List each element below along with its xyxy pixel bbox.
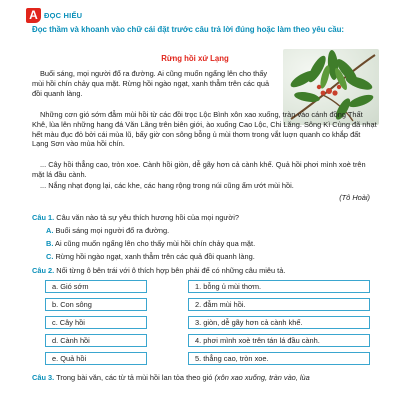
option-letter: A. (46, 226, 54, 235)
question-1-option-a[interactable] (46, 226, 169, 236)
question-1 (32, 213, 239, 223)
question-1-number: Câu 1. (32, 213, 55, 222)
passage-paragraph-4: ... Nắng nhạt đọng lại, các khe, các hang rộng trong núi cũng ẩm ướt mùi hồi. (40, 181, 294, 190)
passage-paragraph-3: ... Cây hồi thẳng cao, tròn xoe. Cành hồi giòn, dễ gãy hơn cả cành khế. Quả hồi phơi mình xoè trên mặt lá đầu cành. (32, 160, 366, 179)
match-right-box[interactable]: 1. bỗng ủ mùi thơm. (188, 280, 370, 293)
passage-paragraph-1: Buổi sáng, mọi người đổ ra đường. Ai cũng muốn ngẩng lên cho thấy mùi hồi chín chảy qua mặt. Rừng hồi ngào ngạt, xanh thẫm trên các quả đồi quanh làng. (32, 69, 270, 98)
question-1-option-c[interactable] (46, 252, 255, 262)
question-2 (32, 266, 285, 276)
section-header (26, 8, 83, 23)
option-text: Ai cũng muốn ngẩng lên cho thấy mùi hồi chín chảy qua mặt. (53, 239, 256, 248)
match-right-box[interactable]: 5. thẳng cao, tròn xoe. (188, 352, 370, 365)
question-1-text: Câu văn nào tả sự yêu thích hương hồi của mọi người? (54, 213, 239, 222)
match-right-box[interactable]: 4. phơi mình xoè trên tán lá đầu cành. (188, 334, 370, 347)
question-3 (32, 373, 310, 383)
question-3-text: Trong bài văn, các từ tả mùi hồi lan tỏa theo gió (54, 373, 215, 382)
question-1-option-b[interactable] (46, 239, 255, 249)
option-letter: B. (46, 239, 54, 248)
match-right-box[interactable]: 3. giòn, dễ gãy hơn cả cành khế. (188, 316, 370, 329)
match-right-box[interactable]: 2. đẫm mùi hồi. (188, 298, 370, 311)
section-badge: A (26, 8, 41, 23)
option-text: Rừng hồi ngào ngạt, xanh thẫm trên các quả đồi quanh làng. (53, 252, 255, 261)
question-3-hint: (xôn xao xuống, tràn vào, lùa (214, 373, 310, 382)
question-3-number: Câu 3. (32, 373, 55, 382)
instruction-text: Đọc thầm và khoanh vào chữ cái đặt trước câu trả lời đúng hoặc làm theo yêu cầu: (32, 25, 345, 34)
option-text: Buổi sáng mọi người đổ ra đường. (53, 226, 170, 235)
option-letter: C. (46, 252, 54, 261)
match-left-box[interactable]: d. Cành hồi (45, 334, 147, 347)
passage-title: Rừng hồi xứ Lạng (161, 54, 229, 63)
question-2-text: Nối từng ô bên trái với ô thích hợp bên phải để có những câu miêu tả. (54, 266, 286, 275)
match-left-box[interactable]: e. Quả hồi (45, 352, 147, 365)
question-2-number: Câu 2. (32, 266, 55, 275)
passage-paragraph-2: Những cơn gió sớm đẫm mùi hồi từ các đồi trọc Lộc Bình xôn xao xuống, tràn vào cánh đồng Thất Khê, lùa lên những hang đá Văn Lãng trên biên giới, ào xuống Cao Lộc, Chi Lăng. Sông Kì Cùng đã nhạt hết màu đục đỏ bởi cái mùa lũ, bấy giờ con sông bỗng ủ mùi thơm trong vắt luợn quanh co khắp đất Lạng Sơn vào mùa hồi chín. (32, 110, 377, 149)
match-left-box[interactable]: a. Gió sớm (45, 280, 147, 293)
match-left-box[interactable]: b. Con sông (45, 298, 147, 311)
match-left-box[interactable]: c. Cây hồi (45, 316, 147, 329)
section-title: ĐỌC HIỂU (44, 11, 83, 20)
passage-author: (Tô Hoài) (339, 193, 370, 202)
